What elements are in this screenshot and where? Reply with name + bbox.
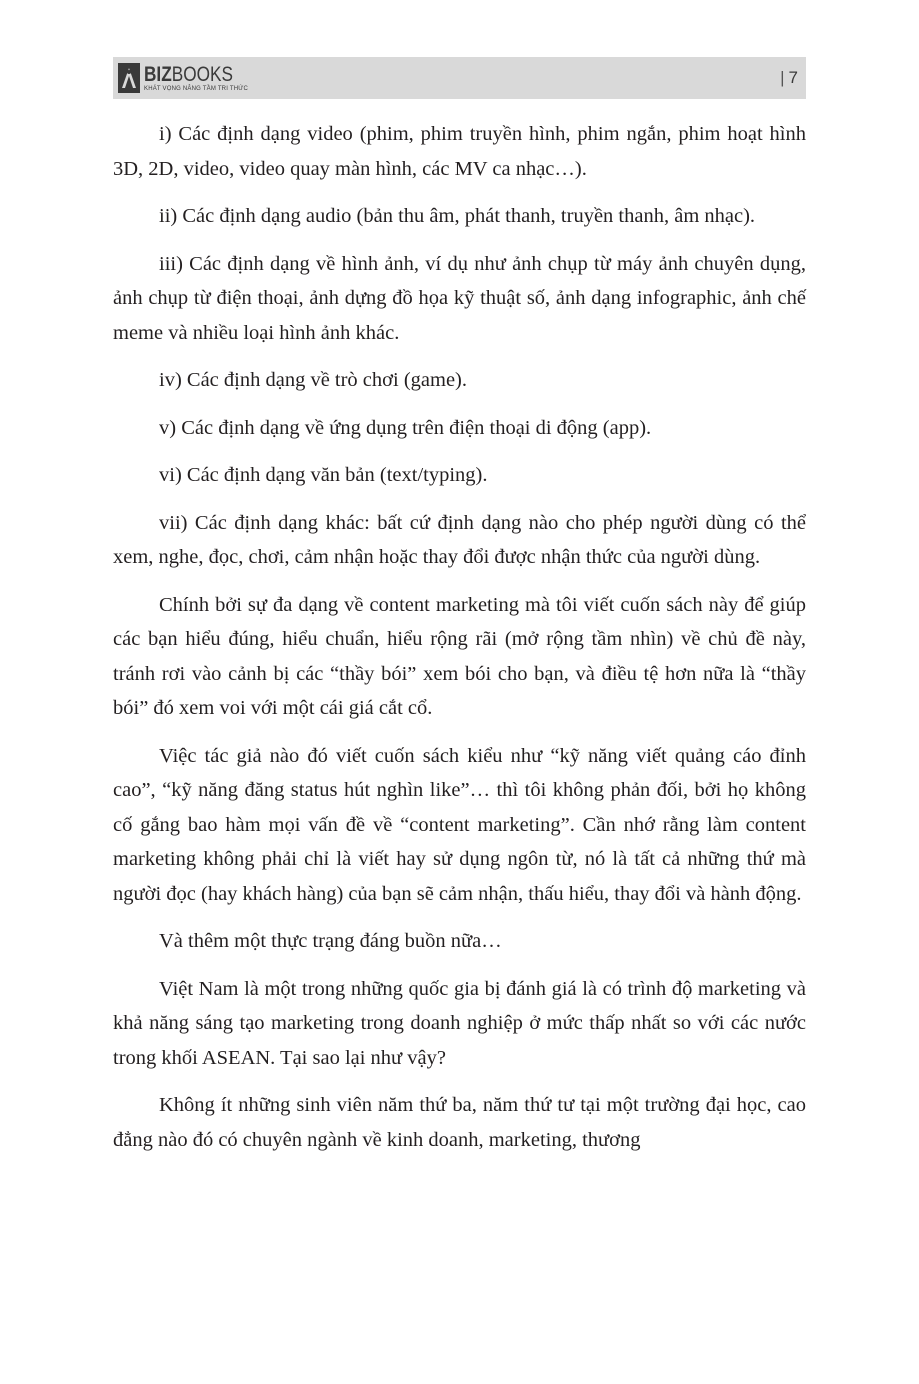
page-number-value: 7 — [788, 68, 798, 87]
paragraph: iii) Các định dạng về hình ảnh, ví dụ như ảnh chụp từ máy ảnh chuyên dụng, ảnh chụp từ điện thoại, ảnh dựng đồ họa kỹ thuật số, ảnh dạng infographic, ảnh chế meme và nhiều loại hình ảnh khác. — [113, 252, 806, 344]
paragraph: Không ít những sinh viên năm thứ ba, năm thứ tư tại một trường đại học, cao đẳng nào đó có chuyên ngành về kinh doanh, marketing, thương — [113, 1094, 806, 1151]
paragraph: Và thêm một thực trạng đáng buồn nữa… — [159, 930, 502, 952]
page-number — [780, 68, 798, 88]
body-text — [113, 117, 806, 1170]
paragraph: Chính bởi sự đa dạng về content marketing mà tôi viết cuốn sách này để giúp các bạn hiểu đúng, hiểu chuẩn, hiểu rộng rãi (mở rộng tầm nhìn) về chủ đề này, tránh rơi vào cảnh bị các “thầy bói” xem bói cho bạn, và điều tệ hơn nữa là “thầy bói” đó xem voi với một cái giá cắt cổ. — [113, 593, 806, 719]
paragraph: i) Các định dạng video (phim, phim truyền hình, phim ngắn, phim hoạt hình 3D, 2D, video, video quay màn hình, các MV ca nhạc…). — [113, 123, 806, 180]
bizbooks-logo-icon — [118, 63, 140, 93]
paragraph: vii) Các định dạng khác: bất cứ định dạng nào cho phép người dùng có thể xem, nghe, đọc, chơi, cảm nhận hoặc thay đổi được nhận thức của người dùng. — [113, 511, 806, 568]
paragraph: iv) Các định dạng về trò chơi (game). — [159, 369, 467, 391]
paragraph: ii) Các định dạng audio (bản thu âm, phát thanh, truyền thanh, âm nhạc). — [159, 205, 756, 227]
publisher-logo — [118, 61, 253, 95]
paragraph: Việt Nam là một trong những quốc gia bị đánh giá là có trình độ marketing và khả năng sáng tạo marketing trong doanh nghiệp ở mức thấp nhất so với các nước trong khối ASEAN. Tại sao lại như vậy? — [113, 977, 806, 1069]
running-header — [113, 57, 806, 99]
brand-name: BIZBOOKS — [144, 63, 233, 86]
paragraph: vi) Các định dạng văn bản (text/typing). — [159, 464, 488, 486]
paragraph: Việc tác giả nào đó viết cuốn sách kiểu như “kỹ năng viết quảng cáo đỉnh cao”, “kỹ năng đăng status hút nghìn like”… thì tôi không phản đối, bởi họ không cố gắng bao hàm mọi vấn đề về “content marketing”. Cần nhớ rằng làm content marketing không phải chỉ là viết hay sử dụng ngôn từ, nó là tất cả những thứ mà người đọc (hay khách hàng) của bạn sẽ cảm nhận, thấu hiểu, thay đổi và hành động. — [113, 744, 806, 905]
paragraph: v) Các định dạng về ứng dụng trên điện thoại di động (app). — [159, 416, 652, 439]
brand-tagline: KHÁT VỌNG NÂNG TẦM TRI THỨC — [144, 86, 249, 92]
page-number-separator: | — [780, 68, 785, 87]
